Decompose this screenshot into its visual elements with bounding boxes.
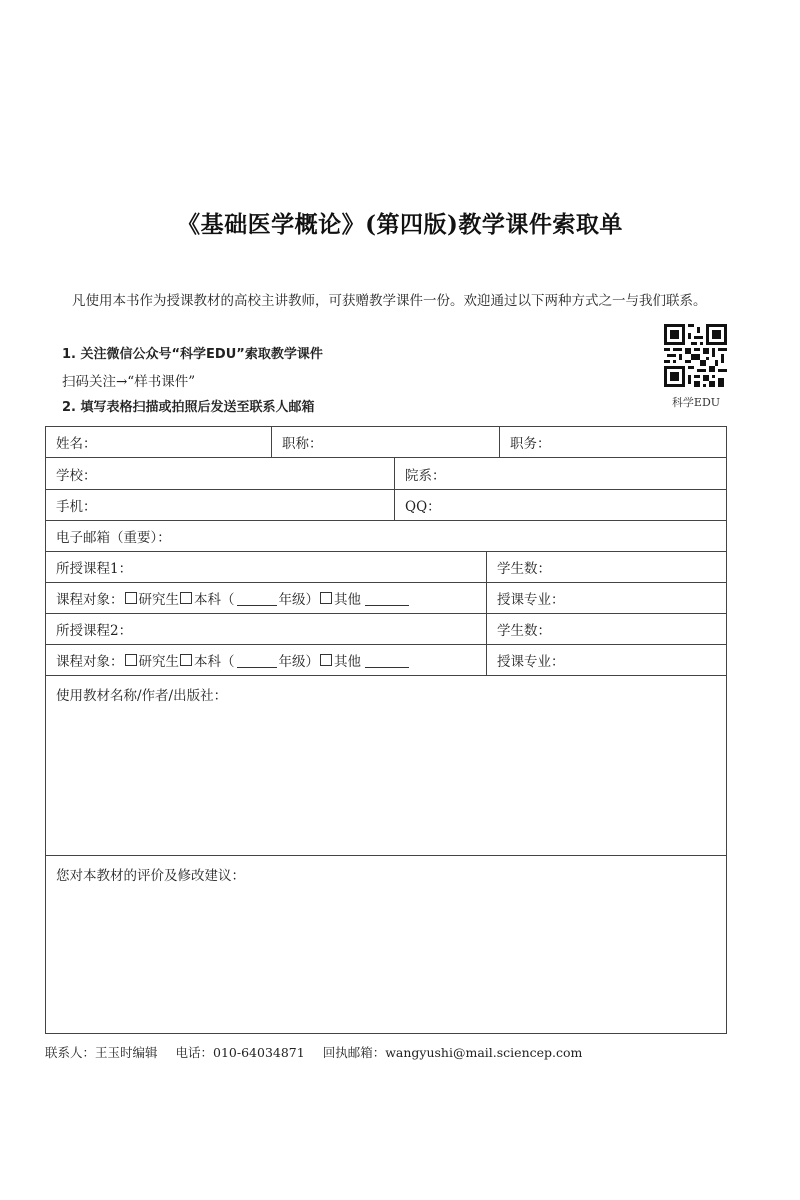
row-mobile — [46, 490, 726, 521]
students1-field[interactable] — [486, 552, 727, 582]
target2-label: 课程对象： — [56, 654, 124, 670]
course2-label: 所授课程2： — [56, 623, 133, 639]
grad-option: 研究生 — [138, 592, 179, 608]
other-option-2: 其他 — [334, 654, 361, 670]
undergrad-option-b: 年级） — [278, 592, 319, 608]
mobile-label: 手机： — [56, 499, 97, 515]
mobile-field[interactable] — [46, 490, 394, 520]
contact-footer — [45, 1043, 596, 1061]
title-rank-label: 职称： — [282, 436, 323, 452]
row-feedback — [46, 856, 726, 1034]
students1-label: 学生数： — [497, 561, 551, 577]
form-title: 《基础医学概论》(第四版)教学课件索取单 — [177, 211, 623, 238]
request-form-table — [45, 426, 727, 1034]
row-name — [46, 427, 726, 458]
grade-blank-2[interactable] — [237, 653, 277, 668]
intro-paragraph: 凡使用本书作为授课教材的高校主讲教师，可获赠教学课件一份。欢迎通过以下两种方式之一与我们联系。 — [72, 293, 707, 309]
row-course2 — [46, 614, 726, 645]
undergrad-option-b-2: 年级） — [278, 654, 319, 670]
qr-caption: 科学EDU — [671, 396, 721, 409]
course1-field[interactable] — [46, 552, 486, 582]
title-rank-field[interactable] — [271, 427, 499, 457]
other-checkbox[interactable] — [320, 592, 332, 604]
course1-label: 所授课程1： — [56, 561, 133, 577]
row-target2 — [46, 645, 726, 676]
major2-label: 授课专业： — [497, 654, 565, 670]
email-field[interactable] — [46, 521, 727, 551]
grad-checkbox[interactable] — [125, 592, 137, 604]
grade-blank[interactable] — [237, 591, 277, 606]
qq-field[interactable] — [394, 490, 727, 520]
contact-person: 联系人：王玉时编辑 — [45, 1045, 158, 1060]
position-field[interactable] — [499, 427, 727, 457]
students2-field[interactable] — [486, 614, 727, 644]
scan-instruction: 扫码关注→“样书课件” — [62, 374, 196, 390]
qr-code-icon — [664, 324, 727, 387]
row-target1 — [46, 583, 726, 614]
qq-label: QQ： — [405, 499, 441, 515]
department-field[interactable] — [394, 458, 727, 489]
school-label: 学校： — [56, 467, 97, 484]
name-label: 姓名： — [56, 436, 97, 452]
students2-label: 学生数： — [497, 623, 551, 639]
undergrad-checkbox[interactable] — [180, 592, 192, 604]
target2-field — [46, 645, 486, 675]
method-one-heading: 1. 关注微信公众号“科学EDU”索取教学课件 — [62, 347, 323, 362]
row-course1 — [46, 552, 726, 583]
contact-email: 回执邮箱：wangyushi@mail.sciencep.com — [322, 1045, 583, 1060]
school-field[interactable] — [46, 458, 394, 489]
textbook-field[interactable] — [46, 676, 727, 855]
major1-label: 授课专业： — [497, 592, 565, 608]
feedback-label: 您对本教材的评价及修改建议： — [56, 868, 245, 884]
other-blank[interactable] — [365, 591, 409, 606]
row-school — [46, 458, 726, 490]
contact-phone: 电话：010-64034871 — [175, 1045, 305, 1060]
undergrad-checkbox-2[interactable] — [180, 654, 192, 666]
department-label: 院系： — [405, 467, 446, 484]
email-label: 电子邮箱（重要）： — [56, 530, 171, 546]
position-label: 职务： — [510, 436, 551, 452]
undergrad-option-a: 本科（ — [194, 592, 235, 608]
major1-field[interactable] — [486, 583, 727, 613]
target1-label: 课程对象： — [56, 592, 124, 608]
course2-field[interactable] — [46, 614, 486, 644]
other-checkbox-2[interactable] — [320, 654, 332, 666]
name-field[interactable] — [46, 427, 271, 457]
row-textbook — [46, 676, 726, 856]
grad-option-2: 研究生 — [138, 654, 179, 670]
row-email — [46, 521, 726, 552]
target1-field — [46, 583, 486, 613]
major2-field[interactable] — [486, 645, 727, 675]
other-blank-2[interactable] — [365, 653, 409, 668]
feedback-field[interactable] — [46, 856, 727, 1034]
textbook-label: 使用教材名称/作者/出版社： — [56, 688, 228, 704]
undergrad-option-a-2: 本科（ — [194, 654, 235, 670]
method-two-heading: 2. 填写表格扫描或拍照后发送至联系人邮箱 — [62, 400, 315, 415]
grad-checkbox-2[interactable] — [125, 654, 137, 666]
other-option: 其他 — [334, 592, 361, 608]
